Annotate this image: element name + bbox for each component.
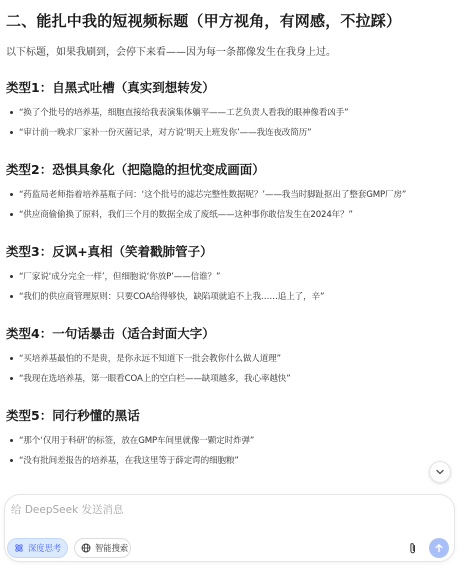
section-title: 类型1：自黑式吐槽（真实到想转发） [6,80,215,95]
list-item [0,187,459,203]
message-composer [4,494,455,562]
list-item [0,371,459,387]
intro-text: 以下标题，如果我刷到，会停下来看——因为每一条都像发生在我身上过。 [6,47,336,58]
message-input[interactable]: 给 DeepSeek 发送消息 [11,504,124,516]
arrow-up-icon [434,543,444,553]
list-item-text: “买培养基最怕的不是贵，是你永远不知道下一批会教你什么做人道理” [19,354,281,364]
deepthink-toggle[interactable] [7,538,68,558]
attach-file-button[interactable] [405,539,421,557]
bullet-dot [10,275,13,278]
list-item [0,453,459,469]
list-item-text: “换了个批号的培养基，细胞直接给我表演集体躺平——工艺负责人看我的眼神像看凶手” [19,108,349,118]
message-heading: 二、能扎中我的短视频标题（甲方视角，有网感，不拉踩） [6,12,402,30]
bullet-dot [10,377,13,380]
list-item [0,351,459,367]
bullet-dot [10,459,13,462]
list-item [0,289,459,305]
deepthink-label: 深度思考 [28,543,62,553]
bullet-dot [10,295,13,298]
send-button[interactable] [429,538,449,558]
globe-icon [81,543,91,553]
list-item [0,207,459,223]
section-title: 类型3：反讽+真相（笑着戳肺管子） [6,244,213,259]
bullet-dot [10,357,13,360]
web-search-label: 智能搜索 [95,543,129,553]
deepthink-icon [14,543,24,553]
list-item [0,433,459,449]
list-item [0,269,459,285]
section-title: 类型5：同行秒懂的黑话 [6,408,140,423]
list-item [0,105,459,121]
section-title: 类型2：恐惧具象化（把隐隐的担忧变成画面） [6,162,265,177]
list-item-text: “我们的供应商管理原则：只要COA给得够快，缺陷项就追不上我……追上了，辛” [19,292,325,302]
list-item-text: “审计前一晚求厂家补一份灭菌记录，对方说‘明天上班发你’——我连夜改简历” [19,128,312,138]
list-item [0,125,459,141]
bullet-dot [10,193,13,196]
section-title: 类型4：一句话暴击（适合封面大字） [6,326,215,341]
list-item-text: “那个‘仅用于科研’的标签，放在GMP车间里就像一颗定时炸弹” [19,436,255,446]
list-item-text: “药监局老师指着培养基瓶子问：‘这个批号的滤芯完整性数据呢？’——我当时脚趾抠出了整套GMP厂房” [19,190,407,200]
bullet-dot [10,213,13,216]
scroll-to-bottom-button[interactable] [429,461,451,483]
bullet-dot [10,131,13,134]
chevron-down-icon [435,467,445,477]
list-item-text: “我现在选培养基，第一眼看COA上的空白栏——缺项越多，我心率越快” [19,374,291,384]
list-item-text: “供应商偷偷换了原料，我们三个月的数据全成了废纸——这种事你敢信发生在2024年？” [19,210,353,220]
web-search-toggle[interactable] [74,538,131,558]
list-item-text: “没有批间差报告的培养基，在我这里等于薛定谔的细胞粮” [19,456,239,466]
bullet-dot [10,111,13,114]
paperclip-icon [408,542,418,555]
list-item-text: “厂家说‘成分完全一样’，但细胞说‘你放P’——信谁？” [19,272,221,282]
bullet-dot [10,439,13,442]
